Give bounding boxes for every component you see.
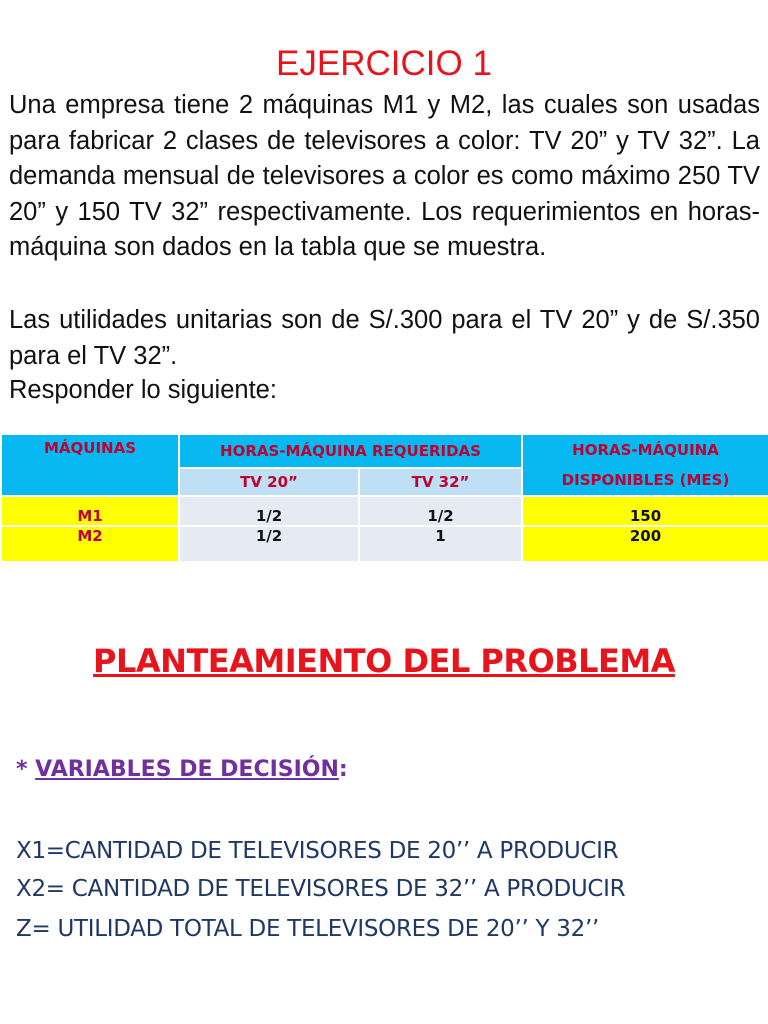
problem-statement: Una empresa tiene 2 máquinas M1 y M2, las cuales son usadas para fabricar 2 clases de televisores a color: TV 20” y TV 32”. La demanda mensual de televisores a color es como máximo 250 TV 20” y 150 TV 32” respectivamente. Los requerimientos en horas-máquina son dados en la tabla que se muestra.: [9, 91, 760, 261]
row-machine: M1: [1, 496, 179, 526]
definition-z: Z= UTILIDAD TOTAL DE TELEVISORES DE 20’’ Y 32’’: [16, 916, 599, 942]
machine-hours-table: [0, 433, 768, 563]
row-tv32: 1: [359, 526, 522, 562]
table-row: [1, 496, 768, 526]
row-tv20: 1/2: [179, 496, 359, 526]
subheader-tv20: TV 20”: [179, 468, 359, 496]
bullet-marker: *: [16, 757, 36, 782]
row-tv32: 1/2: [359, 496, 522, 526]
definition-x2: X2= CANTIDAD DE TELEVISORES DE 32’’ A PRODUCIR: [16, 876, 626, 902]
definition-x1: X1=CANTIDAD DE TELEVISORES DE 20’’ A PRODUCIR: [16, 838, 619, 864]
decision-variables-label: VARIABLES DE DECISIÓN: [35, 757, 339, 782]
decision-variables-heading: [16, 757, 348, 782]
exercise-title: EJERCICIO 1: [276, 44, 492, 83]
row-available: 150: [522, 496, 768, 526]
section-heading: PLANTEAMIENTO DEL PROBLEMA: [93, 642, 675, 680]
header-machines: MÁQUINAS: [1, 434, 179, 496]
row-tv20: 1/2: [179, 526, 359, 562]
header-available-line2: DISPONIBLES (MES): [561, 471, 730, 489]
row-available: 200: [522, 526, 768, 562]
header-available-line1: HORAS-MÁQUINA: [572, 441, 719, 459]
decision-variables-colon: :: [338, 757, 348, 782]
header-required-hours: HORAS-MÁQUINA REQUERIDAS: [179, 434, 522, 468]
table-row: [1, 526, 768, 562]
profit-statement: Las utilidades unitarias son de S/.300 para el TV 20” y de S/.350 para el TV 32”.: [9, 306, 760, 370]
row-machine: M2: [1, 526, 179, 562]
instruction-text: Responder lo siguiente:: [9, 376, 277, 404]
subheader-tv32: TV 32”: [359, 468, 522, 496]
header-available-hours: [522, 434, 768, 496]
